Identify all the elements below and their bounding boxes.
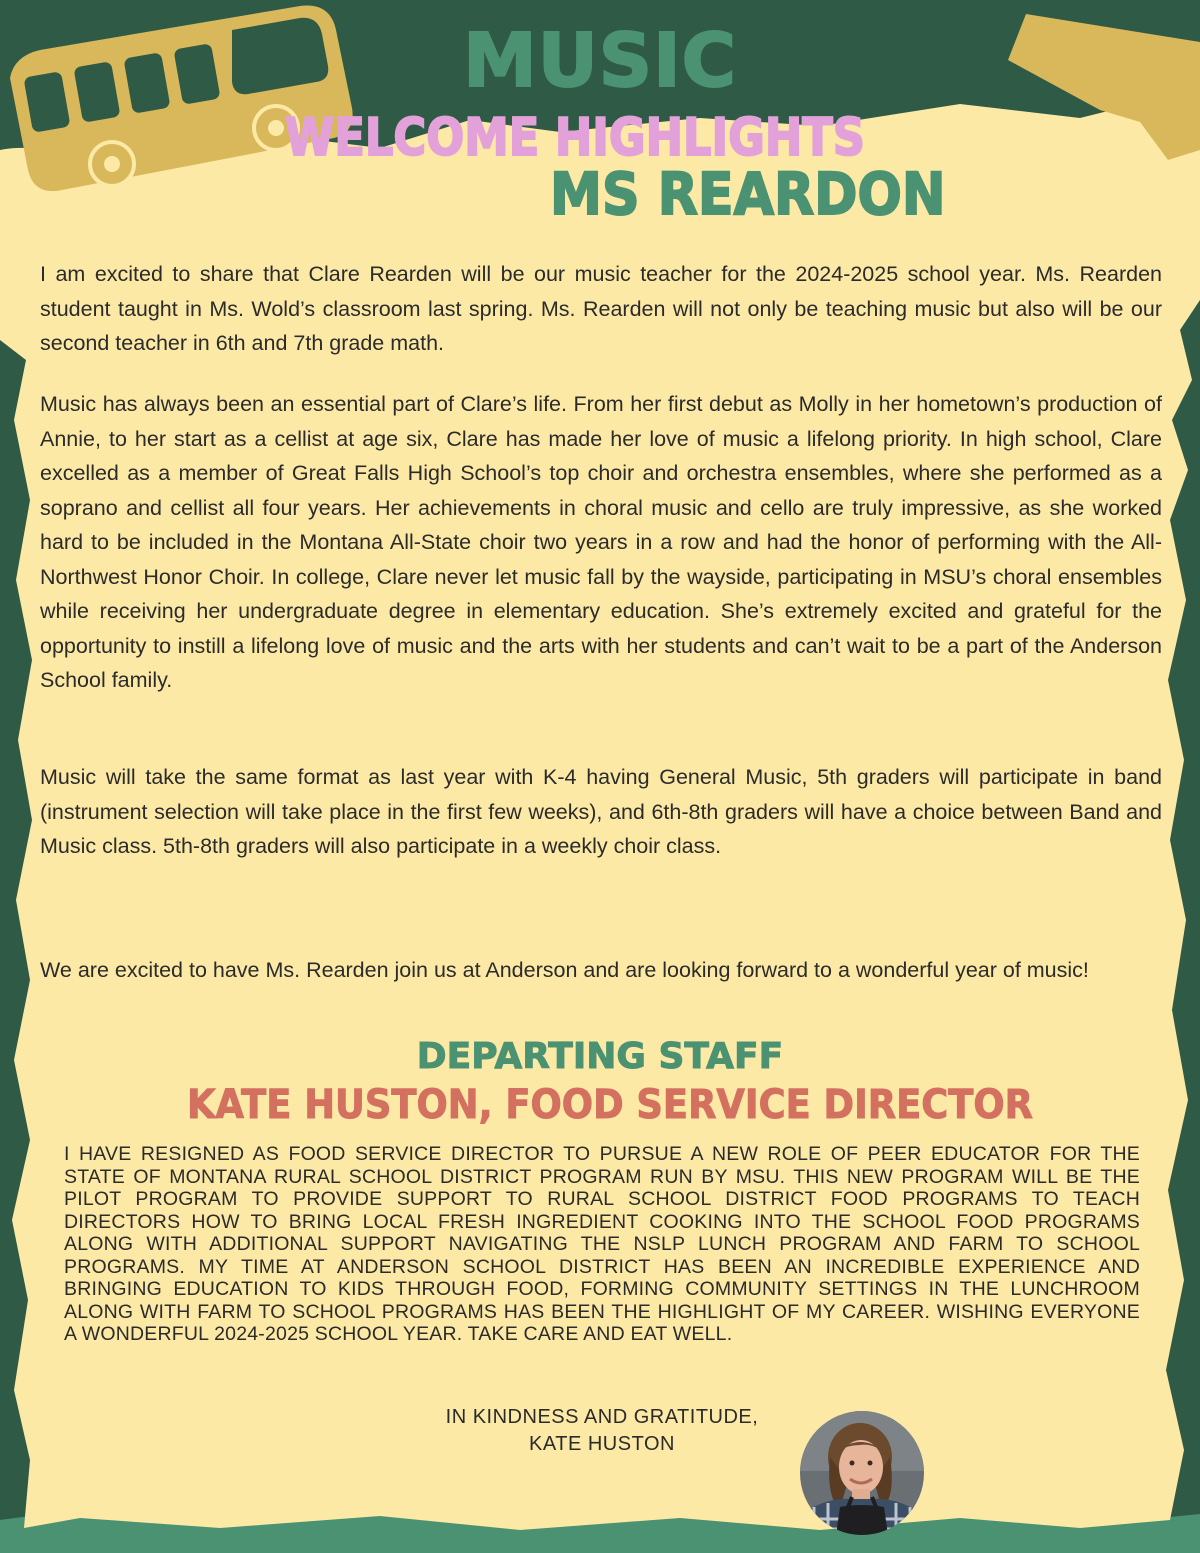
signature-name: KATE HUSTON xyxy=(529,1433,675,1455)
article-paragraph-intro: I am excited to share that Clare Rearden will be our music teacher for the 2024-2025 school year. Ms. Rearden student taught in Ms. Wold’s classroom last spring. Ms. Rearden will not only be teaching music but also will be our second teacher in 6th and 7th grade math. xyxy=(40,262,1162,355)
signoff-block xyxy=(400,1404,804,1458)
article-paragraph-bio: Music has always been an essential part of Clare’s life. From her first debut as Molly in her hometown’s production of Annie, to her start as a cellist at age six, Clare has made her love of music a lifelong priority. In high school, Clare excelled as a member of Great Falls High School’s top choir and orchestra ensembles, where she performed as a soprano and cellist all four years. Her achievements in choral music and cello are truly impressive, as she worked hard to be included in the Montana All-State choir two years in a row and had the honor of performing with the All-Northwest Honor Choir. In college, Clare never let music fall by the wayside, participating in MSU’s choral ensembles while receiving her undergraduate degree in elementary education. She’s extremely excited and grateful for the opportunity to instill a lifelong love of music and the arts with her students and can’t wait to be a part of the Anderson School family. xyxy=(40,392,1162,692)
departing-staff-heading: DEPARTING STAFF xyxy=(416,1036,784,1077)
article-paragraph-format: Music will take the same format as last year with K-4 having General Music, 5th graders will participate in band (instrument selection will take place in the first few weeks), and 6th-8th graders will have a choice between Band and Music class. 5th-8th graders will also participate in a weekly choir class. xyxy=(40,765,1162,858)
page-title: MUSIC xyxy=(463,18,737,104)
resignation-letter: I HAVE RESIGNED AS FOOD SERVICE DIRECTOR TO PURSUE A NEW ROLE OF PEER EDUCATOR FOR THE STATE OF MONTANA RURAL SCHOOL DISTRICT PROGRAM RUN BY MSU. THIS NEW PROGRAM WILL BE THE PILOT PROGRAM TO PROVIDE SUPPORT TO RURAL SCHOOL DISTRICT FOOD PROGRAMS TO TEACH DIRECTORS HOW TO BRING LOCAL FRESH INGREDIENT COOKING INTO THE SCHOOL FOOD PROGRAMS ALONG WITH ADDITIONAL SUPPORT NAVIGATING THE NSLP LUNCH PROGRAM AND FARM TO SCHOOL PROGRAMS. MY TIME AT ANDERSON SCHOOL DISTRICT HAS BEEN AN INCREDIBLE EXPERIENCE AND BRINGING EDUCATION TO KIDS THROUGH FOOD, FORMING COMMUNITY SETTINGS IN THE LUNCHROOM ALONG WITH FARM TO SCHOOL PROGRAMS HAS BEEN THE HIGHLIGHT OF MY CAREER. WISHING EVERYONE A WONDERFUL 2024-2025 SCHOOL YEAR. TAKE CARE AND EAT WELL. xyxy=(64,1143,1140,1345)
closing-line: IN KINDNESS AND GRATITUDE, xyxy=(445,1406,759,1428)
departing-staff-name: KATE HUSTON, FOOD SERVICE DIRECTOR xyxy=(187,1082,1033,1128)
avatar xyxy=(800,1411,924,1535)
teacher-name-heading: MS REARDON xyxy=(550,160,946,228)
article-paragraph-closing: We are excited to have Ms. Rearden join us at Anderson and are looking forward to a wonderful year of music! xyxy=(40,958,1089,982)
welcome-highlights-heading: WELCOME HIGHLIGHTS xyxy=(285,108,866,168)
